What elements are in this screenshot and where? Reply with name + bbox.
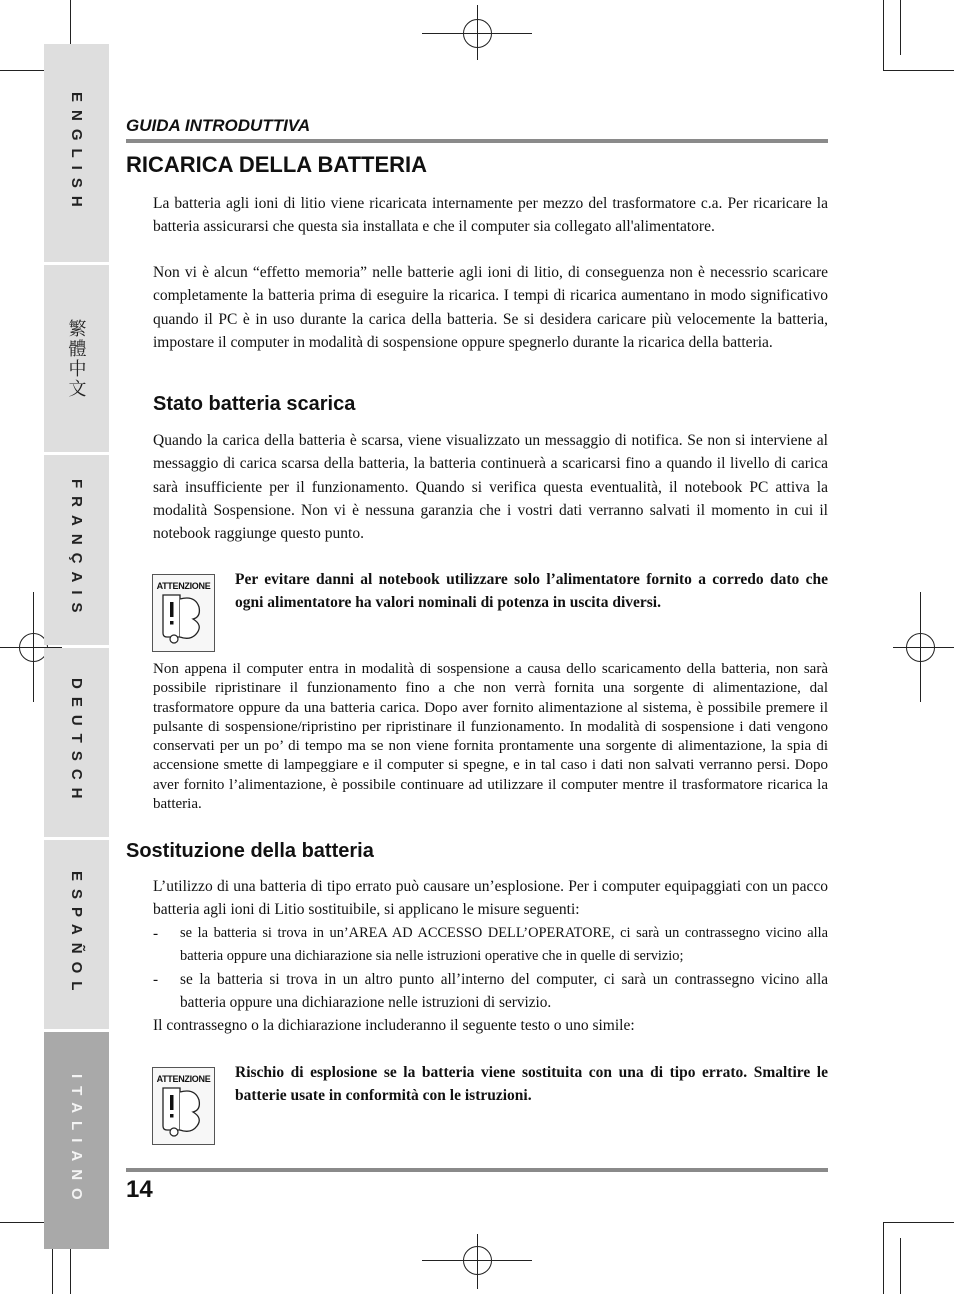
tab-francais-label: FRANÇAIS xyxy=(68,479,85,621)
tab-english-label: ENGLISH xyxy=(68,91,85,215)
warning-icon xyxy=(152,574,215,652)
tab-italiano[interactable] xyxy=(44,1032,109,1249)
replacement-paragraph-2: Il contrassegno o la dichiarazione includeranno il seguente testo o uno simile: xyxy=(153,1017,635,1034)
footer-rule xyxy=(126,1168,828,1172)
page-title: RICARICA DELLA BATTERIA xyxy=(126,152,428,177)
warning-label: ATTENZIONE xyxy=(156,1074,211,1084)
tab-espanol-label: ESPAÑOL xyxy=(68,870,85,999)
intro-paragraph-1: La batteria agli ioni di litio viene ricaricata internamente per mezzo del trasformatore c.a. Per ricaricare la batteria assicurarsi che questa sia installata e che il computer sia collegato all'alimentatore. xyxy=(153,195,828,236)
tab-espanol[interactable] xyxy=(44,840,109,1029)
page-number: 14 xyxy=(126,1176,153,1203)
warning-text-2: Rischio di esplosione se la batteria viene sostituita con una di tipo errato. Smaltire le batterie usate in conformità con le istruzioni. xyxy=(235,1064,828,1105)
tab-francais[interactable] xyxy=(44,455,109,645)
low-battery-paragraph-2: Non appena il computer entra in modalità di sospensione a causa dello scaricamento della batteria, non sarà possibile ripristinare il funzionamento fino a che non verrà fornita una sorgente di alimentazione, dal trasformatore oppure da una batteria carica. Dopo aver fornito alimentazione al sistema, è possibile premere il pulsante di sospensione/ripristino per ripristinare il funzionamento. In modalità di sospensione i dati vengono conservati per un po’ di tempo ma se non viene fornita prontamente una sorgente di alimentazione, la spia di accensione smette di lampeggiare e il computer si spegne, e in tal caso i dati non salvati verranno persi. Dopo aver fornito l’alimentazione, è possibile continuare ad utilizzare il computer mentre il trasformatore ricarica la batteria. xyxy=(153,661,828,813)
tab-deutsch-label: DEUTSCH xyxy=(68,678,85,807)
warning-text-1: Per evitare danni al notebook utilizzare solo l’alimentatore fornito a corredo dato che ogni alimentatore ha valori nominali di potenza in uscita diversi. xyxy=(235,571,828,612)
list-item-text: se la batteria si trova in un altro punto all’interno del computer, ci sarà un contrassegno vicino alla batteria oppure una dichiarazione nelle istruzioni di servizio. xyxy=(180,971,828,1012)
low-battery-paragraph-1: Quando la carica della batteria è scarsa, viene visualizzato un messaggio di notifica. Se non si interviene al messaggio di carica scarsa della batteria, la batteria continuerà a scaricarsi fino a quando il livello di carica sarà insufficiente per il funzionamento. Quando si verifica questa eventualità, il notebook PC attiva la modalità Sospensione. Non vi è nessuna garanzia che i vostri dati verranno salvati il momento in cui il notebook raggiunge questo punto. xyxy=(153,432,828,543)
warning-label: ATTENZIONE xyxy=(156,581,211,591)
list-dash: - xyxy=(153,971,159,988)
exclamation-hand-icon xyxy=(153,1068,214,1144)
section-header: GUIDA INTRODUTTIVA xyxy=(126,116,311,135)
tab-deutsch[interactable] xyxy=(44,648,109,837)
tab-traditional-chinese[interactable] xyxy=(44,265,109,452)
replacement-heading: Sostituzione della batteria xyxy=(126,840,374,862)
tab-english[interactable] xyxy=(44,44,109,262)
tab-italiano-label: ITALIANO xyxy=(68,1073,85,1208)
list-item-text: se la batteria si trova in un’AREA AD ACCESSO DELL’OPERATORE, ci sarà un contrassegno vicino alla batteria oppure una dichiarazione sia nelle istruzioni operative che in quelle di servizio; xyxy=(180,925,828,965)
replacement-paragraph-1: L’utilizzo di una batteria di tipo errato può causare un’esplosione. Per i computer equipaggiati con un pacco batteria agli ioni di Litio sostituibile, si applicano le misure seguenti: xyxy=(153,878,828,919)
header-rule xyxy=(126,139,828,143)
warning-icon xyxy=(152,1067,215,1145)
low-battery-heading: Stato batteria scarica xyxy=(153,393,356,415)
intro-paragraph-2: Non vi è alcun “effetto memoria” nelle batterie agli ioni di litio, di conseguenza non è necessrio scaricare completamente la batteria prima di eseguire la ricarica. I tempi di ricarica aumentano in modo significativo quando il PC è in uso durante la carica della batteria. Se si desidera caricare più velocemente la batteria, impostare il computer in modalità di sospensione oppure spegnerlo durante la ricarica della batteria. xyxy=(153,264,828,351)
tab-traditional-chinese-label: 繁體中文 xyxy=(66,318,87,399)
list-dash: - xyxy=(153,925,159,942)
exclamation-hand-icon xyxy=(153,575,214,651)
